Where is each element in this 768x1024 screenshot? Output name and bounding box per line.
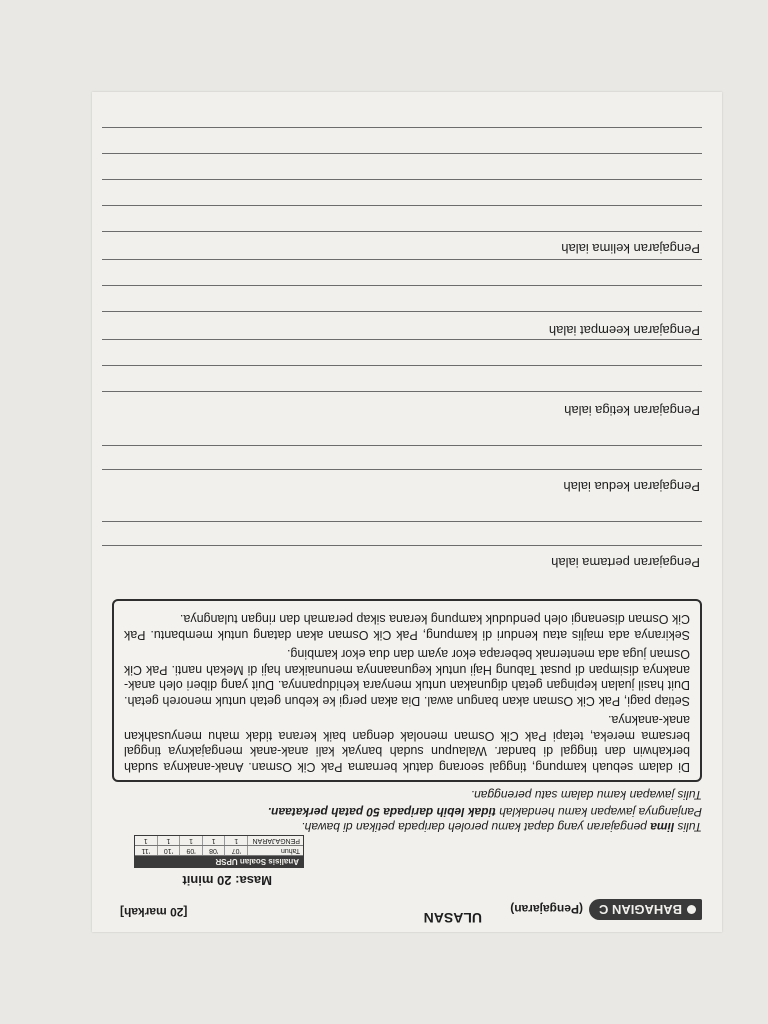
instruction-text: Tulis bbox=[674, 820, 702, 834]
analysis-cell: '11 bbox=[135, 846, 158, 855]
bullet-icon bbox=[687, 905, 696, 914]
answer-line[interactable] bbox=[102, 469, 702, 470]
instruction-line-2 bbox=[112, 804, 702, 819]
answer-label-5: Pengajaran kelima ialah bbox=[557, 241, 700, 256]
analysis-cell: 1 bbox=[158, 836, 181, 845]
analysis-cell: '09 bbox=[180, 846, 203, 855]
analysis-title: Analisis Soalan UPSR bbox=[135, 856, 303, 867]
page-title: ULASAN bbox=[423, 910, 482, 926]
answer-line[interactable] bbox=[102, 231, 702, 232]
analysis-cell: 1 bbox=[203, 836, 226, 845]
answer-line[interactable] bbox=[102, 521, 702, 522]
analysis-row bbox=[135, 836, 303, 846]
answer-line[interactable] bbox=[102, 545, 702, 546]
answer-line[interactable] bbox=[102, 153, 702, 154]
passage-paragraph: Sekiranya ada majlis atau kenduri di kampung, Pak Cik Osman akan datang untuk membantu. Pak Cik Osman disenangi oleh penduduk kampung kerana sikap peramah dan ringan tulangnya. bbox=[124, 612, 690, 642]
instruction-text: Panjangnya jawapan kamu hendaklah bbox=[495, 805, 702, 819]
answer-label-3: Pengajaran ketiga ialah bbox=[560, 403, 700, 418]
analysis-cell: PENGAJARAN bbox=[252, 837, 300, 844]
answer-line[interactable] bbox=[102, 391, 702, 392]
answer-label-2: Pengajaran kedua ialah bbox=[559, 479, 700, 494]
answer-line[interactable] bbox=[102, 365, 702, 366]
section-badge-label: BAHAGIAN C bbox=[598, 902, 682, 917]
answer-label-1: Pengajaran pertama ialah bbox=[547, 555, 700, 570]
section-subtitle: (Pengajaran) bbox=[510, 902, 583, 917]
time-allowed: Masa: 20 minit bbox=[182, 873, 272, 888]
instruction-text: pengajaran yang dapat kamu peroleh daripada petikan di bawah. bbox=[301, 820, 651, 834]
analysis-cell: '10 bbox=[158, 846, 181, 855]
analysis-cell: 1 bbox=[180, 836, 203, 845]
answer-line[interactable] bbox=[102, 445, 702, 446]
answer-line[interactable] bbox=[102, 285, 702, 286]
analysis-row bbox=[135, 846, 303, 856]
instruction-line-1 bbox=[112, 819, 702, 834]
passage-paragraph: Setiap pagi, Pak Cik Osman akan bangun awal. Dia akan pergi ke kebun getah untuk menoreh getah. Duit hasil jualan kepingan getah digunakan untuk menyara kehidupannya. Duit yang diberi oleh anak-anaknya disimpan di pusat Tabung Haji untuk kegunaannya menunaikan haji di Mekah nanti. Pak Cik Osman juga ada menternak beberapa ekor ayam dan dua ekor kambing. bbox=[124, 647, 690, 708]
marks-label: [20 markah] bbox=[120, 905, 188, 919]
instruction-line-3: Tulis jawapan kamu dalam satu perenggan. bbox=[470, 788, 702, 802]
section-badge bbox=[589, 899, 702, 920]
passage-box bbox=[112, 599, 702, 782]
answer-label-4: Pengajaran keempat ialah bbox=[545, 323, 700, 338]
answer-line[interactable] bbox=[102, 179, 702, 180]
section-header bbox=[112, 894, 702, 926]
analysis-box bbox=[134, 835, 304, 868]
answer-line[interactable] bbox=[102, 311, 702, 312]
page-content-rotated bbox=[92, 92, 722, 932]
analysis-cell: '07 bbox=[225, 846, 248, 855]
answer-line[interactable] bbox=[102, 127, 702, 128]
instruction-bold: lima bbox=[650, 820, 675, 834]
passage-paragraph: Di dalam sebuah kampung, tinggal seorang datuk bernama Pak Cik Osman. Anak-anaknya sudah berkahwin dan tinggal di bandar. Walaupun sudah banyak kali anak-anak mengajaknya tinggal bersama mereka, tetapi Pak Cik Osman menolak dengan baik kerana tidak mahu menyusahkan anak-anaknya. bbox=[124, 713, 690, 774]
scanned-page bbox=[92, 92, 722, 932]
section-tag bbox=[510, 899, 702, 920]
analysis-cell: 1 bbox=[225, 836, 248, 845]
analysis-cell: Tahun bbox=[280, 847, 300, 854]
answer-line[interactable] bbox=[102, 339, 702, 340]
analysis-cell: 1 bbox=[135, 836, 158, 845]
instruction-bold: tidak lebih daripada 50 patah perkataan. bbox=[267, 805, 496, 819]
answer-line[interactable] bbox=[102, 205, 702, 206]
answer-line[interactable] bbox=[102, 259, 702, 260]
analysis-cell: '08 bbox=[203, 846, 226, 855]
